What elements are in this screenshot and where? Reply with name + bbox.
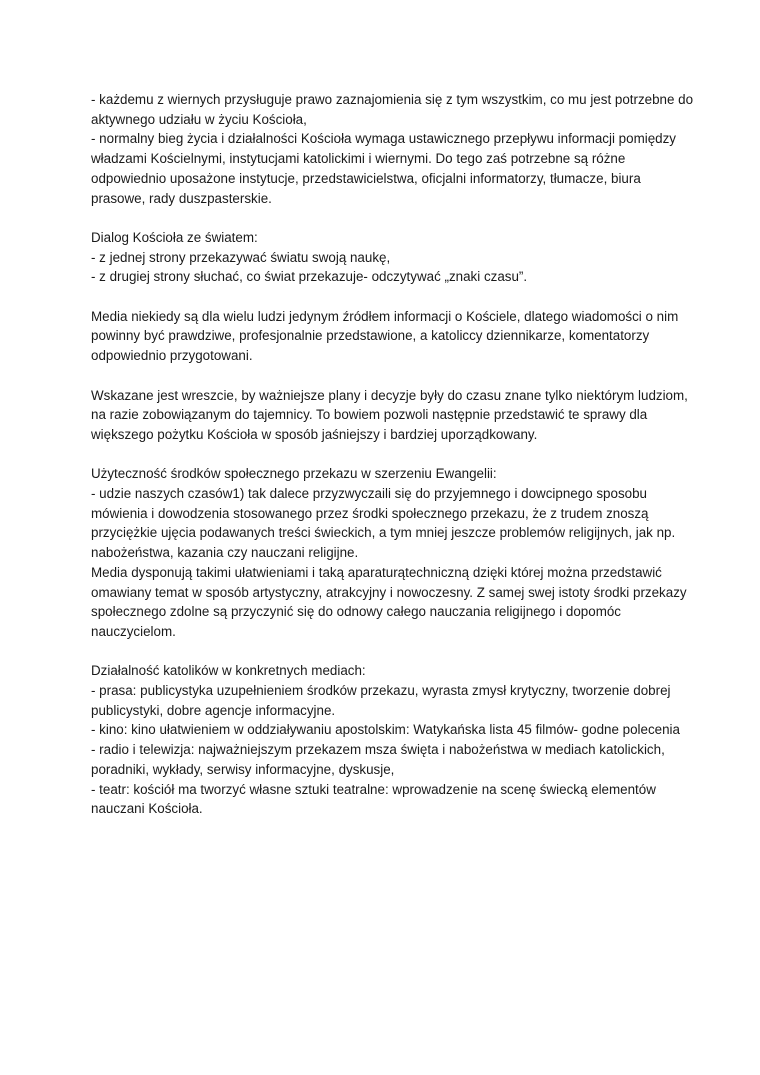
text-line: - kino: kino ułatwieniem w oddziaływaniu apostolskim: Watykańska lista 45 filmów- godne polecenia — [91, 722, 680, 738]
text-line: przyciężkie ujęcia podawanych treści świeckich, a tym mniej jeszcze problemów religijnych, jak np. — [91, 525, 676, 541]
paragraph-confidential-plans — [91, 386, 688, 445]
text-line: Użyteczność środków społecznego przekazu w szerzeniu Ewangelii: — [91, 466, 497, 482]
paragraph-media-usefulness — [91, 464, 687, 641]
document-body — [91, 90, 694, 839]
text-line: poradniki, wykłady, serwisy informacyjne, dyskusje, — [91, 761, 395, 777]
text-line: mówienia i dowodzenia stosowanego przez środki społecznego przekazu, że z trudem znoszą — [91, 505, 649, 521]
text-line: Dialog Kościoła ze światem: — [91, 229, 258, 245]
text-line: - z jednej strony przekazywać światu swoją naukę, — [91, 249, 391, 265]
text-line: Media dysponują takimi ułatwieniami i taką aparaturątechniczną dzięki której można przedstawić — [91, 564, 662, 580]
text-line: Działalność katolików w konkretnych mediach: — [91, 663, 366, 679]
text-line: nauczycielom. — [91, 623, 176, 639]
text-line: powinny być prawdziwe, profesjonalnie przedstawione, a katoliccy dziennikarze, komentatorzy — [91, 328, 650, 344]
text-line: publicystyki, dobre agencje informacyjne. — [91, 702, 336, 718]
text-line: nauczani Kościoła. — [91, 801, 203, 817]
text-line: aktywnego udziału w życiu Kościoła, — [91, 111, 307, 127]
text-line: Wskazane jest wreszcie, by ważniejsze plany i decyzje były do czasu znane tylko niektórym ludziom, — [91, 387, 688, 403]
text-line: - teatr: kościół ma tworzyć własne sztuki teatralne: wprowadzenie na scenę świecką elementów — [91, 781, 656, 797]
text-line: - udzie naszych czasów1) tak dalece przyzwyczaili się do przyjemnego i dowcipnego sposobu — [91, 486, 647, 501]
text-line: społecznego zdolne są przyczynić się do odnowy całego nauczania religijnego i dopomóc — [91, 604, 621, 620]
text-line: odpowiednio uposażone instytucje, przedstawicielstwa, oficjalni informatorzy, tłumacze, biura — [91, 170, 641, 186]
text-line: - normalny bieg życia i działalności Kościoła wymaga ustawicznego przepływu informacji pomiędzy — [91, 131, 676, 147]
text-line: - prasa: publicystyka uzupełnieniem środków przekazu, wyrasta zmysł krytyczny, tworzenie dobrej — [91, 683, 671, 699]
paragraph-church-information — [91, 90, 694, 208]
text-line: nabożeństwa, kazania czy nauczani religijne. — [91, 545, 359, 561]
text-line: - radio i telewizja: najważniejszym przekazem msza święta i nabożeństwa w mediach katolickich, — [91, 742, 665, 758]
paragraph-catholic-media-activity — [91, 661, 681, 819]
text-line: - każdemu z wiernych przysługuje prawo zaznajomienia się z tym wszystkim, co mu jest potrzebne do — [91, 92, 694, 107]
text-line: - z drugiej strony słuchać, co świat przekazuje- odczytywać „znaki czasu”. — [91, 269, 528, 285]
text-line: władzami Kościelnymi, instytucjami katolickimi i wiernymi. Do tego zaś potrzebne są różne — [91, 151, 626, 167]
paragraph-dialog-with-world — [91, 228, 681, 287]
text-line: Media niekiedy są dla wielu ludzi jedynym źródłem informacji o Kościele, dlatego wiadomości o nim — [91, 308, 679, 324]
text-line: omawiany temat w sposób artystyczny, atrakcyjny i nowoczesny. Z samej swej istoty środki przekazy — [91, 584, 687, 600]
text-line: większego pożytku Kościoła w sposób jaśniejszy i bardziej uporządkowany. — [91, 426, 538, 442]
text-line: na razie zobowiązanym do tajemnicy. To bowiem pozwoli następnie przedstawić te sprawy dla — [91, 407, 648, 423]
text-line: odpowiednio przygotowani. — [91, 348, 253, 364]
text-line: prasowe, rady duszpasterskie. — [91, 190, 272, 206]
paragraph-media-source — [91, 307, 681, 366]
